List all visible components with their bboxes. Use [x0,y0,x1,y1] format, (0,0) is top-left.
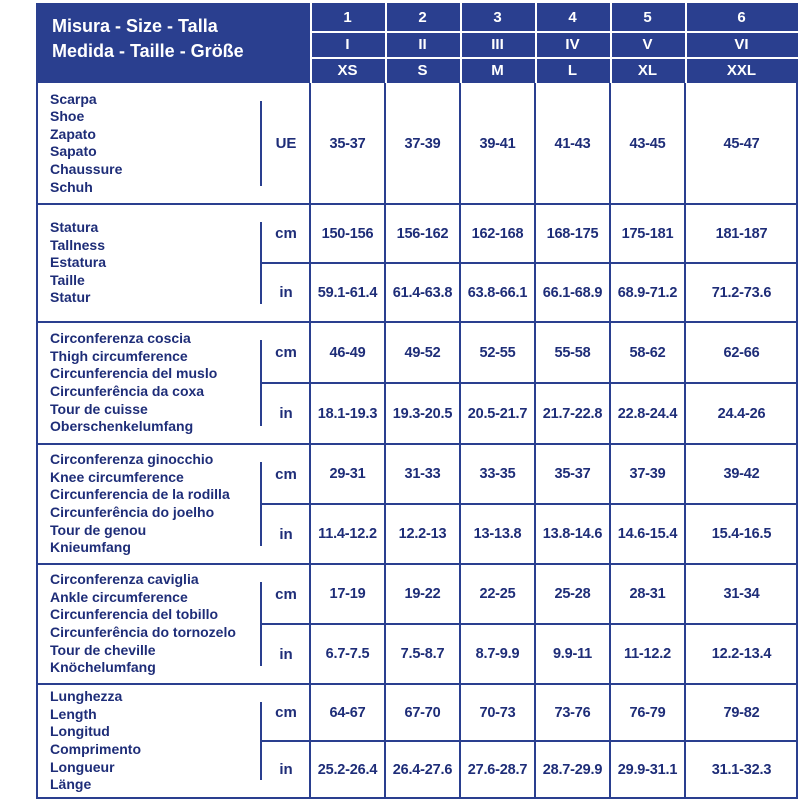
section-labels [50,571,236,677]
size-value: 35-37 [329,135,366,152]
size-value: 168-175 [546,225,599,242]
section-label: Knöchelumfang [50,659,156,676]
size-value: 59.1-61.4 [317,284,378,301]
section-label: Lunghezza [50,688,123,705]
size-value: 58-62 [629,344,666,361]
size-value: 6.7-7.5 [325,646,370,662]
unit-label: cm [275,585,297,603]
size-value: 11.4-12.2 [318,526,377,542]
size-value: 24.4-26 [717,405,766,422]
section-labels [50,91,122,197]
size-value: 62-66 [723,344,760,361]
section-label: Circonferenza caviglia [50,571,199,588]
unit-label: cm [275,465,297,483]
size-value: 41-43 [554,135,591,152]
size-num-3: 3 [493,8,502,26]
section-label: Circunferência do tornozelo [50,623,236,640]
section-label: Knee circumference [50,468,184,485]
section-label: Thigh circumference [50,347,188,364]
title-line-2: Medida - Taille - Größe [52,41,244,61]
size-value: 29-31 [329,466,366,482]
section-label: Estatura [50,254,107,271]
unit-label: cm [275,344,297,361]
unit-label: in [279,645,293,663]
size-value: 26.4-27.6 [392,761,453,778]
size-value: 31-34 [723,586,760,602]
size-value: 7.5-8.7 [400,646,445,662]
section-label: Länge [50,776,92,793]
size-value: 181-187 [715,225,768,242]
section-label: Schuh [50,178,93,195]
section-label: Circonferenza coscia [50,330,191,347]
size-value: 55-58 [554,344,591,361]
size-letter-2: S [417,61,428,79]
size-value: 150-156 [321,225,374,242]
size-value: 45-47 [723,135,760,152]
size-value: 9.9-11 [552,646,593,662]
size-value: 14.6-15.4 [617,526,678,542]
section-label: Tour de cuisse [50,400,148,417]
size-value: 22.8-24.4 [617,405,678,422]
section-label: Ankle circumference [50,588,188,605]
size-value: 25.2-26.4 [317,761,378,778]
section-label: Longitud [50,723,110,740]
size-value: 11-12.2 [624,646,671,662]
size-value: 12.2-13 [398,526,447,542]
size-num-2: 2 [418,8,427,26]
size-num-1: 1 [343,8,352,26]
size-value: 79-82 [723,704,760,721]
unit-label: in [279,761,293,778]
section-labels [50,451,230,557]
size-value: 13-13.8 [473,526,522,542]
size-letter-6: XXL [726,61,757,79]
size-value: 71.2-73.6 [711,284,772,301]
unit-label: UE [275,135,297,152]
size-value: 27.6-28.7 [467,761,528,778]
size-value: 13.8-14.6 [542,526,603,542]
section-label: Knieumfang [50,539,131,556]
size-value: 20.5-21.7 [467,405,528,422]
title-line-1: Misura - Size - Talla [52,16,218,36]
size-value: 37-39 [629,466,666,482]
size-value: 76-79 [629,704,666,721]
section-label: Circunferencia del tobillo [50,606,219,623]
size-value: 19-22 [404,586,441,602]
section-label: Statur [50,289,91,306]
size-value: 61.4-63.8 [392,284,453,301]
size-value: 73-76 [554,704,591,721]
size-num-6: 6 [737,8,746,26]
section-label: Circunferência da coxa [50,382,205,399]
section-label: Length [50,705,97,722]
section-label: Oberschenkelumfang [50,418,194,435]
size-value: 70-73 [479,704,516,721]
section-label: Statura [50,219,99,235]
section-label: Circunferência do joelho [50,503,215,520]
section-label: Tour de genou [50,521,147,538]
size-roman-3: III [491,35,504,53]
size-value: 31.1-32.3 [711,761,772,778]
size-value: 31-33 [404,466,441,482]
size-value: 22-25 [479,586,516,602]
unit-label: in [279,525,293,543]
size-letter-4: L [567,61,578,79]
unit-label: cm [275,225,297,242]
section-label: Zapato [50,125,96,142]
size-value: 8.7-9.9 [475,646,520,662]
section-label: Tallness [50,236,105,253]
size-value: 12.2-13.4 [711,646,772,662]
size-value: 46-49 [329,344,366,361]
size-value: 35-37 [554,466,591,482]
size-value: 28.7-29.9 [542,761,603,778]
size-roman-5: V [642,35,653,53]
size-value: 17-19 [329,586,366,602]
size-value: 28-31 [629,586,666,602]
size-value: 63.8-66.1 [467,284,528,301]
section-label: Tour de cheville [50,641,156,658]
size-value: 21.7-22.8 [542,405,603,422]
size-value: 33-35 [479,466,516,482]
section-label: Circonferenza ginocchio [50,451,214,468]
size-value: 66.1-68.9 [542,284,603,301]
section-label: Chaussure [50,161,123,178]
size-num-5: 5 [643,8,652,26]
size-value: 49-52 [404,344,441,361]
size-value: 64-67 [329,704,366,721]
section-label: Circunferencia de la rodilla [50,486,230,503]
section-label: Sapato [50,143,97,160]
size-value: 68.9-71.2 [617,284,678,301]
unit-label: in [279,405,293,422]
size-roman-6: VI [734,35,749,53]
section-labels [50,688,141,794]
size-num-4: 4 [568,8,577,26]
size-value: 43-45 [629,135,666,152]
size-value: 175-181 [621,225,674,242]
unit-label: cm [275,704,297,721]
size-value: 18.1-19.3 [317,405,378,422]
size-value: 29.9-31.1 [617,761,678,778]
size-value: 162-168 [471,225,524,242]
size-value: 52-55 [479,344,516,361]
unit-label: in [279,284,293,301]
size-value: 39-41 [479,135,516,152]
section-labels [50,330,217,436]
size-letter-1: XS [337,61,358,79]
size-letter-3: M [491,61,504,79]
section-label: Shoe [50,108,85,125]
section-label: Taille [50,271,85,288]
section-label: Comprimento [50,740,141,757]
size-value: 25-28 [554,586,591,602]
section-labels [50,219,106,307]
size-roman-2: II [418,35,427,53]
section-label: Circunferencia del muslo [50,365,218,382]
size-letter-5: XL [637,61,658,79]
size-value: 37-39 [404,135,441,152]
size-value: 67-70 [404,704,441,721]
size-value: 156-162 [396,225,449,242]
size-roman-1: I [345,35,350,53]
section-label: Longueur [50,758,115,775]
size-value: 19.3-20.5 [392,405,453,422]
size-value: 15.4-16.5 [711,526,772,542]
size-roman-4: IV [565,35,580,53]
size-value: 39-42 [723,466,760,482]
section-label: Scarpa [50,90,97,107]
